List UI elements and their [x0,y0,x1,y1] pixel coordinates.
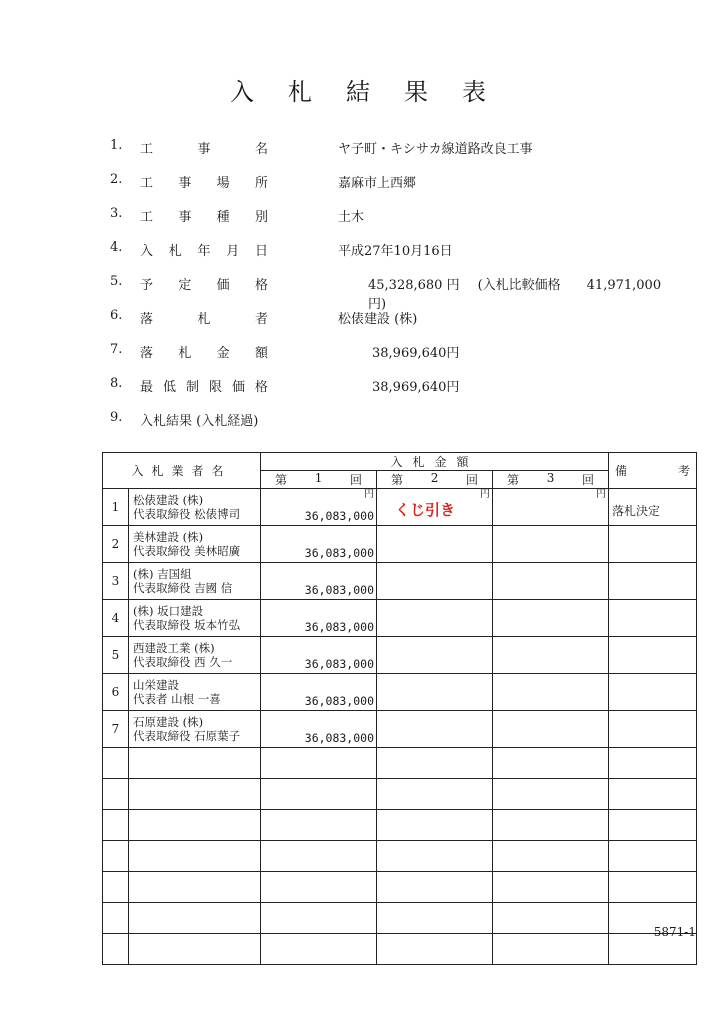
item-value: 45,328,680 円 (入札比較価格 41,971,000 円) [368,278,662,312]
item-number: 6. [110,308,123,323]
round-2-amount [377,674,493,711]
header-bidder-name: 入札業者名 [103,453,261,489]
table-row-empty [103,934,697,965]
item-value: 38,969,640円 [372,380,460,395]
item-label: 落 札 金 額 [140,346,268,361]
round-3-amount [493,674,609,711]
header-remarks: 備 考 [609,453,697,489]
bid-results-table [102,452,697,965]
item-number: 9. [110,410,123,425]
table-row-empty [103,810,697,841]
round-3-amount [493,711,609,748]
row-index: 3 [103,563,129,600]
table-row [103,526,697,563]
round-2-amount [377,563,493,600]
bidder-cell: 山栄建設 代表者 山根 一喜 [129,674,261,711]
info-row-location [110,166,670,200]
info-row-bid-results [110,404,670,438]
item-number: 8. [110,376,123,391]
round-3-amount [493,600,609,637]
remarks-cell [609,526,697,563]
remarks-cell [609,563,697,600]
item-value: 松俵建設 (株) [338,312,418,327]
row-index: 6 [103,674,129,711]
item-number: 7. [110,342,123,357]
info-row-bid-date [110,234,670,268]
item-value: 土木 [338,210,365,225]
project-info-list [110,132,670,438]
compare-price-value: 41,971,000 円) [368,278,662,312]
header-bid-amount: 入札金額 [261,453,609,471]
round-1-amount: 36,083,000 [261,711,377,748]
remarks-cell [609,711,697,748]
bidder-cell: 松俵建設 (株) 代表取締役 松俵博司 [129,489,261,526]
info-row-winning-amount [110,336,670,370]
item-number: 2. [110,172,123,187]
round-3-amount [493,637,609,674]
item-label: 落 札 者 [140,312,268,327]
round-3-amount: 円 [493,489,609,526]
round-1-amount: 36,083,000 [261,526,377,563]
item-number: 3. [110,206,123,221]
table-row [103,600,697,637]
header-round-1: 第 1 回 [261,471,377,489]
info-row-planned-price [110,268,670,312]
table-row-empty [103,841,697,872]
item-label: 予 定 価 格 [140,278,268,293]
remarks-cell [609,637,697,674]
item-label: 入札結果 (入札経過) [140,414,259,429]
round-1-amount: 円 36,083,000 [261,489,377,526]
table-row-empty [103,748,697,779]
table-row [103,637,697,674]
info-row-work-type [110,200,670,234]
table-row [103,489,697,526]
row-index: 1 [103,489,129,526]
item-value: 嘉麻市上西郷 [338,176,417,191]
row-index: 2 [103,526,129,563]
table-row-empty [103,872,697,903]
item-label: 入 札 年 月 日 [140,244,268,259]
item-label: 工 事 名 [140,142,268,157]
item-label: 工 事 種 別 [140,210,268,225]
round-2-amount [377,637,493,674]
round-2-amount [377,600,493,637]
table-row [103,563,697,600]
page-title: 入札結果表 [230,78,520,106]
page-code: 5871-1 [653,925,696,939]
remarks-cell [609,674,697,711]
round-3-amount [493,526,609,563]
remarks-cell [609,600,697,637]
item-label: 工 事 場 所 [140,176,268,191]
row-index: 5 [103,637,129,674]
item-number: 4. [110,240,123,255]
item-number: 1. [110,138,123,153]
table-row-empty [103,779,697,810]
info-row-minimum-price [110,370,670,404]
item-value: ヤ子町・キシサカ線道路改良工事 [338,142,533,157]
compare-price-label: (入札比較価格 [477,278,561,293]
lottery-note: くじ引き [395,501,456,519]
round-2-amount [377,526,493,563]
table-row [103,711,697,748]
item-number: 5. [110,274,123,289]
remarks-cell: 落札決定 [609,489,697,526]
item-label: 最 低 制 限 価 格 [140,380,268,395]
round-1-amount: 36,083,000 [261,674,377,711]
bidder-cell: 美林建設 (株) 代表取締役 美林昭廣 [129,526,261,563]
round-2-amount [377,711,493,748]
bidder-cell: 石原建設 (株) 代表取締役 石原葉子 [129,711,261,748]
row-index: 4 [103,600,129,637]
round-1-amount: 36,083,000 [261,563,377,600]
header-round-3: 第 3 回 [493,471,609,489]
round-1-amount: 36,083,000 [261,637,377,674]
round-2-amount: 円 くじ引き [377,489,493,526]
round-3-amount [493,563,609,600]
item-value: 38,969,640円 [372,346,460,361]
table-row-empty [103,903,697,934]
round-1-amount: 36,083,000 [261,600,377,637]
item-value: 平成27年10月16日 [338,244,453,259]
bidder-cell: 西建設工業 (株) 代表取締役 西 久一 [129,637,261,674]
info-row-project-name [110,132,670,166]
table-row [103,674,697,711]
info-row-winner [110,302,670,336]
bidder-cell: (株) 吉国組 代表取締役 吉國 信 [129,563,261,600]
bidder-cell: (株) 坂口建設 代表取締役 坂本竹弘 [129,600,261,637]
row-index: 7 [103,711,129,748]
header-round-2: 第 2 回 [377,471,493,489]
